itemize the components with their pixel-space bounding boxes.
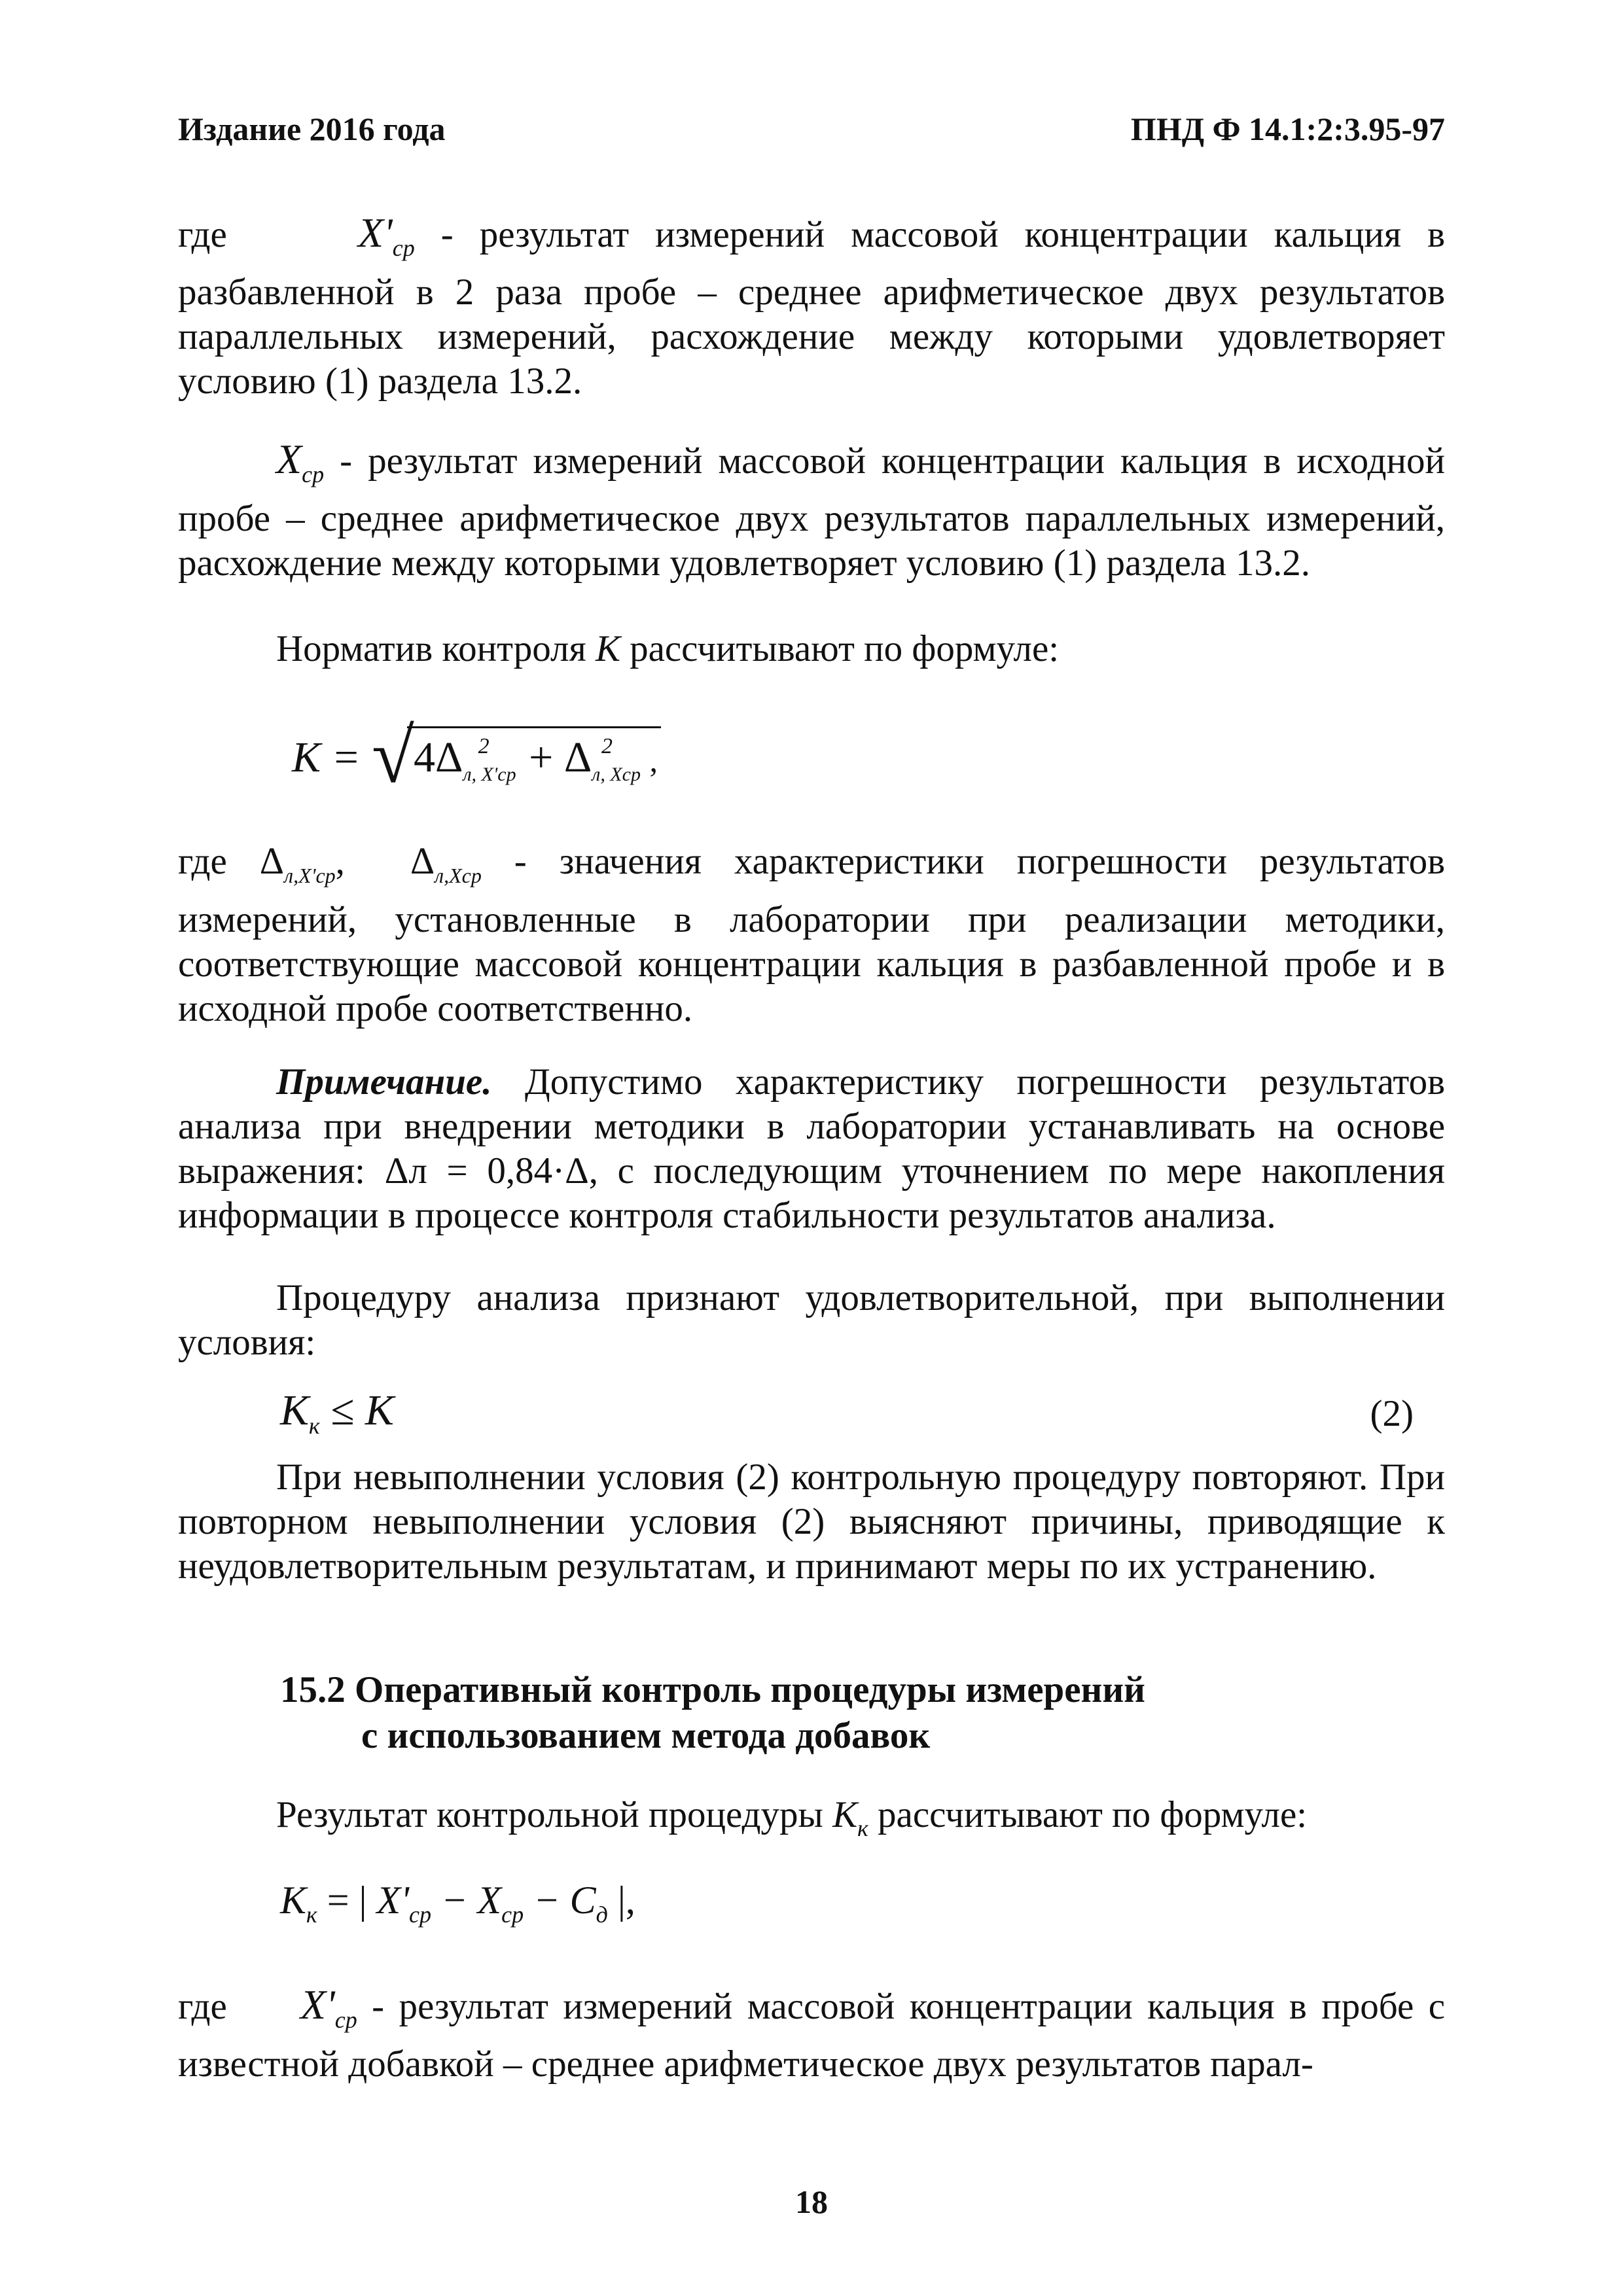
paragraph-control-result (178, 1793, 1445, 1850)
section-heading (280, 1667, 1445, 1759)
text-after: рассчитывают по формуле: (868, 1794, 1308, 1835)
formula-c-sub: д (596, 1901, 608, 1928)
section-heading-line1: 15.2 Оперативный контроль процедуры измерений (280, 1669, 1146, 1710)
note-paragraph (178, 1060, 1445, 1238)
paragraph-text: При невыполнении условия (2) контрольную процедуру повторяют. При повторном невыполнении условия (2) выясняют причины, приводящие к неудовлетворительным результатам, и принимают меры по их устранению. (178, 1457, 1445, 1587)
section-heading-line2: с использованием метода добавок (361, 1715, 931, 1756)
page-number: 18 (795, 2183, 828, 2220)
delta-1-sub: л,X'ср (284, 864, 336, 887)
text-before: Результат контрольной процедуры (276, 1794, 833, 1835)
var-x-prime: X' (357, 209, 393, 256)
term2-sup: 2 (601, 734, 613, 758)
var-k: К (595, 628, 620, 669)
equation-number: (2) (1370, 1393, 1414, 1434)
var-x: X (276, 436, 302, 482)
formula-radicand (414, 733, 658, 786)
formula-lhs: К (280, 1879, 306, 1922)
delta-symbol-2: Δ (410, 839, 435, 882)
paragraph-text: - результат измерений массовой концентрации кальция в пробе с известной добавкой – среднее арифметическое двух результатов парал- (178, 1986, 1445, 2085)
term-4-delta: 4Δ (414, 733, 463, 781)
formula-relation: ≤ К (319, 1386, 394, 1434)
paragraph-text: Процедуру анализа признают удовлетворительной, при выполнении условия: (178, 1277, 1445, 1363)
sqrt-sign: √ (372, 713, 414, 799)
formula-x-prime-sub: ср (409, 1901, 432, 1928)
note-label: Примечание. (276, 1061, 492, 1103)
var-x-prime: X' (300, 1981, 335, 2028)
paragraph-repeat (178, 1455, 1445, 1589)
formula-close: |, (607, 1879, 635, 1922)
where-word: где (178, 1986, 227, 2027)
formula-k (292, 733, 361, 783)
formula-lhs-sub: к (306, 1901, 317, 1928)
formula-minus-c: − С (524, 1879, 596, 1922)
formula-x-sub: ср (501, 1901, 524, 1928)
paragraph-text: - значения характеристики погрешности результатов измерений, установленные в лаборатории при реализации методики, соответствующие массовой концентрации кальция в разбавленной пробе и в исходной пробе соответственно. (178, 841, 1445, 1029)
paragraph-condition (178, 1276, 1445, 1365)
delta-2-sub: л,Xср (435, 864, 482, 887)
var-x-prime-sub: ср (334, 2007, 357, 2033)
formula-comma: , (649, 742, 658, 779)
formula-x-prime: X' (376, 1879, 410, 1922)
paragraph-x-definition (178, 437, 1445, 586)
where-word: где (178, 841, 227, 882)
paragraph-x-prime-added (178, 1983, 1445, 2087)
separator: , (335, 841, 345, 882)
note-text: Допустимо характеристику погрешности результатов анализа при внедрении методики в лаборатории устанавливать на основе выражения: Δл = 0,84·Δ, с последующим уточнением по мере накопления информации в процессе контроля стабильности результатов анализа. (178, 1061, 1445, 1236)
text-before: Норматив контроля (276, 628, 596, 669)
where-word: где (178, 214, 227, 255)
sqrt-bar (407, 726, 661, 728)
edition-label: Издание 2016 года (178, 111, 446, 147)
paragraph-delta-definition (178, 839, 1445, 1031)
term1-sub: л, X'ср (463, 764, 516, 785)
paragraph-text: - результат измерений массовой концентрации кальция в исходной пробе – среднее арифметическое двух результатов параллельных измерений, расхождение между которыми удовлетворяет условию (1) раздела 13.2. (178, 440, 1445, 584)
var-k-sub: к (857, 1815, 868, 1841)
formula-condition (280, 1386, 394, 1439)
document-code: ПНД Ф 14.1:2:3.95-97 (1130, 111, 1445, 147)
paragraph-text: - результат измерений массовой концентрации кальция в разбавленной в 2 раза пробе – среднее арифметическое двух результатов параллельных измерений, расхождение между которыми удовлетворяет условию (1) раздела 13.2. (178, 214, 1445, 402)
var-x-sub: ср (302, 461, 325, 487)
paragraph-control-norm (178, 627, 1445, 671)
paragraph-x-prime-definition (178, 211, 1445, 404)
formula-minus-x: − X (431, 1879, 502, 1922)
formula-lhs: К (280, 1386, 309, 1434)
formula-lhs-sub: к (308, 1413, 320, 1439)
term-plus-delta: + Δ (529, 733, 592, 781)
delta-symbol-1: Δ (259, 839, 285, 882)
formula-lhs: К = (292, 733, 361, 781)
var-x-prime-sub: ср (392, 235, 415, 261)
formula-eq: = | (317, 1879, 377, 1922)
term1-sup: 2 (478, 734, 490, 758)
var-k: К (832, 1794, 857, 1835)
term2-sub: л, Xср (592, 764, 641, 785)
text-after: рассчитывают по формуле: (620, 628, 1060, 669)
formula-kk (280, 1878, 635, 1928)
